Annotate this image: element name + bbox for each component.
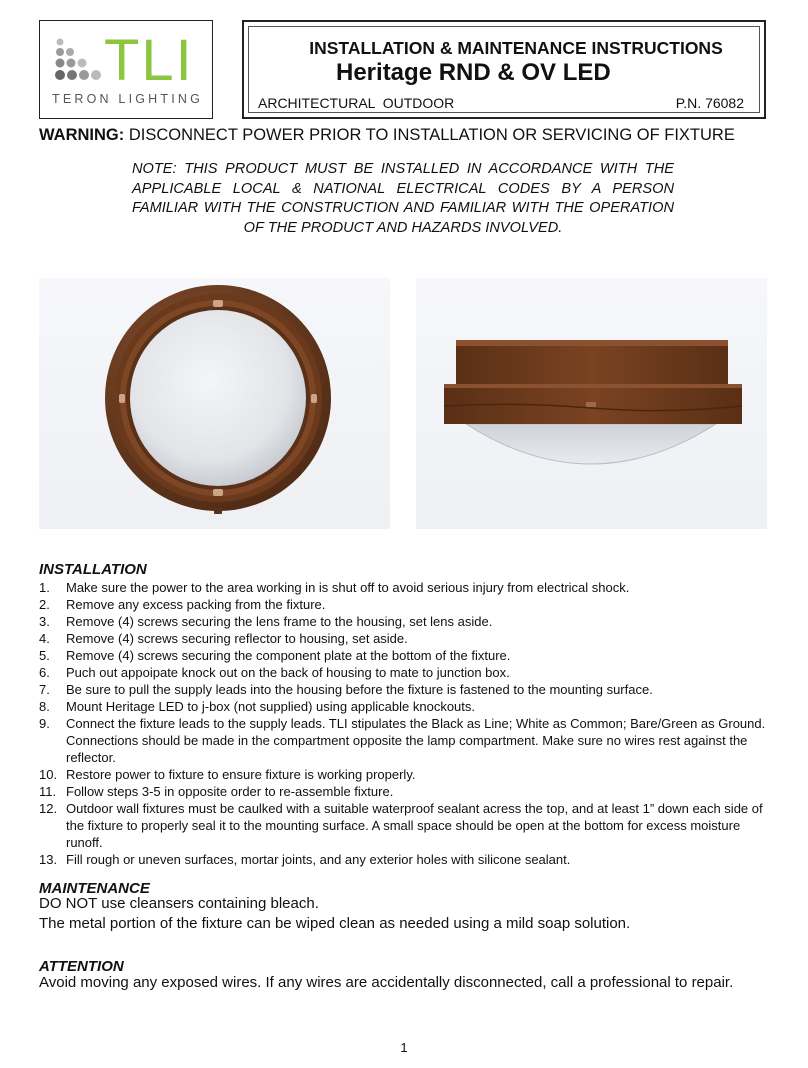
step-text: Make sure the power to the area working in is shut off to avoid serious injury from electrical shock.	[66, 580, 630, 595]
step-text: Fill rough or uneven surfaces, mortar joints, and any exterior holes with silicone sealant.	[66, 852, 571, 867]
step-number: 8.	[39, 699, 50, 714]
step-text: Connect the fixture leads to the supply leads. TLI stipulates the Black as Line; White as Common; Bare/Green as Ground. Connections should be made in the compartment opposite the lamp compartment. Make sure no wires rest against the reflector.	[66, 716, 766, 765]
step-number: 5.	[39, 648, 50, 663]
warning-text: DISCONNECT POWER PRIOR TO INSTALLATION OR SERVICING OF FIXTURE	[124, 126, 735, 144]
list-item	[39, 766, 779, 783]
fixture-side-view	[416, 278, 767, 529]
fixture-front-view	[39, 278, 390, 529]
list-item	[39, 681, 779, 698]
maintenance-line-2: The metal portion of the fixture can be wiped clean as needed using a mild soap solution.	[39, 915, 631, 932]
part-number: P.N. 76082	[675, 95, 744, 111]
list-item	[39, 783, 779, 800]
warning-line	[39, 126, 735, 145]
logo-brand: TLI	[104, 28, 194, 93]
list-item	[39, 613, 779, 630]
attention-heading: ATTENTION	[39, 958, 124, 975]
logo	[39, 20, 213, 119]
list-item	[39, 630, 779, 647]
step-text: Outdoor wall fixtures must be caulked with a suitable waterproof sealant acress the top, and at least 1” down each side of the fixture to properly seal it to the mounting surface. A small space should be open at the bottom for excess moisture runoff.	[66, 801, 763, 850]
step-text: Puch out appoipate knock out on the back of housing to mate to junction box.	[66, 665, 510, 680]
logo-dots-icon	[54, 37, 106, 85]
step-number: 12.	[39, 801, 58, 816]
step-number: 10.	[39, 767, 58, 782]
step-text: Remove (4) screws securing reflector to housing, set aside.	[66, 631, 408, 646]
step-number: 2.	[39, 597, 50, 612]
list-item	[39, 715, 779, 766]
list-item	[39, 596, 779, 613]
step-number: 11.	[39, 784, 57, 799]
step-text: Restore power to fixture to ensure fixture is working properly.	[66, 767, 416, 782]
installation-steps	[39, 579, 779, 868]
step-number: 4.	[39, 631, 50, 646]
step-text: Mount Heritage LED to j-box (not supplied) using applicable knockouts.	[66, 699, 476, 714]
list-item	[39, 664, 779, 681]
attention-text: Avoid moving any exposed wires. If any wires are accidentally disconnected, call a professional to repair.	[39, 974, 734, 991]
step-number: 3.	[39, 614, 50, 629]
step-text: Be sure to pull the supply leads into the housing before the fixture is fastened to the mounting surface.	[66, 682, 653, 697]
step-number: 7.	[39, 682, 50, 697]
step-text: Follow steps 3-5 in opposite order to re-assemble fixture.	[66, 784, 394, 799]
step-number: 1.	[39, 580, 50, 595]
step-number: 6.	[39, 665, 50, 680]
code-compliance-note: NOTE: THIS PRODUCT MUST BE INSTALLED IN ACCORDANCE WITH THE APPLICABLE LOCAL & NATIONAL ELECTRICAL CODES BY A PERSON FAMILIAR WITH THE CONSTRUCTION AND FAMILIAR WITH THE OPERATION OF THE PRODUCT AND HAZARDS INVOLVED.	[132, 161, 674, 236]
list-item	[39, 579, 779, 596]
title-block	[242, 20, 766, 119]
list-item	[39, 851, 779, 868]
logo-subtitle: TERON LIGHTING	[52, 92, 204, 106]
product-category: ARCHITECTURAL OUTDOOR	[258, 95, 455, 111]
installation-heading: INSTALLATION	[39, 561, 147, 578]
list-item	[39, 647, 779, 664]
warning-label: WARNING:	[39, 126, 125, 144]
step-text: Remove (4) screws securing the lens frame to the housing, set lens aside.	[66, 614, 493, 629]
list-item	[39, 698, 779, 715]
step-text: Remove (4) screws securing the component plate at the bottom of the fixture.	[66, 648, 511, 663]
list-item	[39, 800, 779, 851]
maintenance-heading: MAINTENANCE	[39, 880, 150, 897]
step-number: 9.	[39, 716, 50, 731]
product-name: Heritage RND & OV LED	[336, 59, 611, 86]
round-fixture-icon	[39, 278, 390, 529]
page-number: 1	[400, 1040, 408, 1055]
maintenance-line-1: DO NOT use cleansers containing bleach.	[39, 895, 319, 912]
fixture-profile-icon	[416, 278, 767, 529]
step-number: 13.	[39, 852, 58, 867]
step-text: Remove any excess packing from the fixture.	[66, 597, 326, 612]
document-heading: INSTALLATION & MAINTENANCE INSTRUCTIONS	[309, 38, 723, 58]
